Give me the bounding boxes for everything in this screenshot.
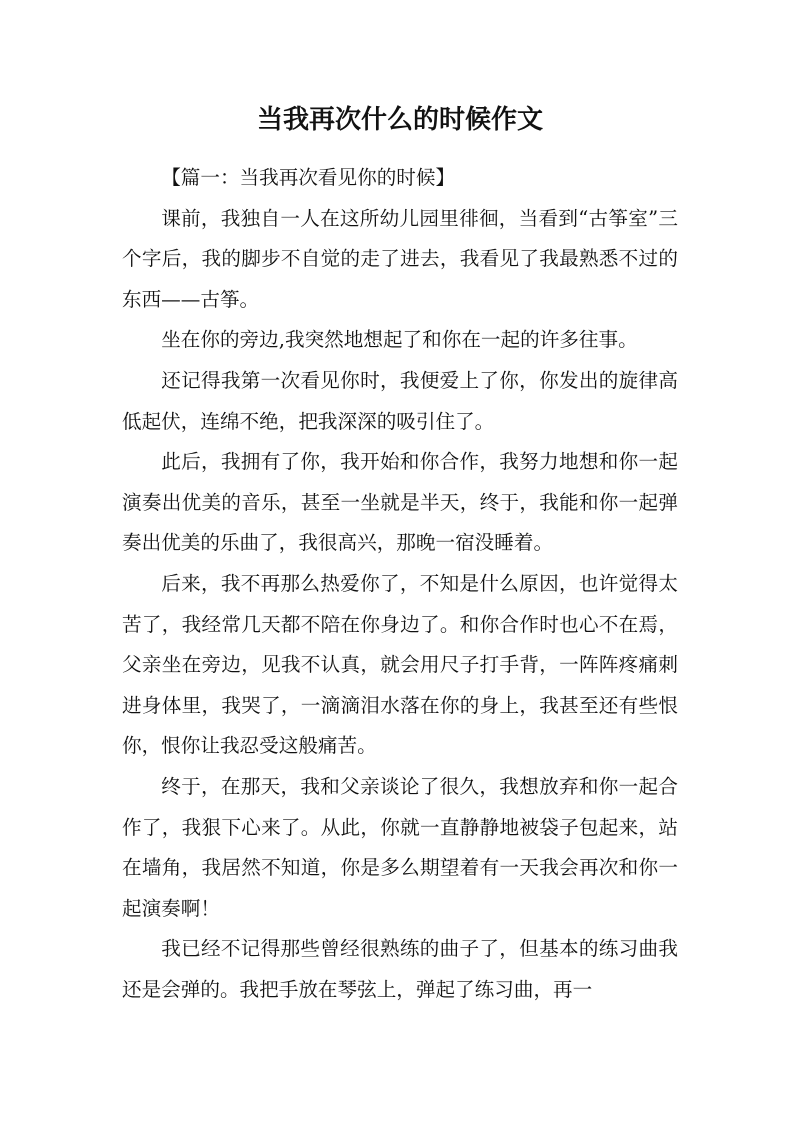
section-heading: 【篇一：当我再次看见你的时候】 <box>161 166 456 189</box>
paragraph-7: 我已经不记得那些曾经很熟练的曲子了，但基本的练习曲我还是会弹的。我把手放在琴弦上，弹起了练习曲，再一 <box>122 937 678 1001</box>
paragraph-4: 此后，我拥有了你，我开始和你合作，我努力地想和你一起演奏出优美的音乐，甚至一坐就是半天，终于，我能和你一起弹奏出优美的乐曲了，我很高兴，那晚一宿没睡着。 <box>122 450 678 555</box>
paragraph-1: 课前，我独自一人在这所幼儿园里徘徊，当看到“古筝室”三个字后，我的脚步不自觉的走了进去，我看见了我最熟悉不过的东西——古筝。 <box>122 206 678 311</box>
paragraph-6: 终于，在那天，我和父亲谈论了很久，我想放弃和你一起合作了，我狠下心来了。从此，你就一直静静地被袋子包起来，站在墙角，我居然不知道，你是多么期望着有一天我会再次和你一起演奏啊！ <box>122 774 678 920</box>
paragraph-5: 后来，我不再那么热爱你了，不知是什么原因，也许觉得太苦了，我经常几天都不陪在你身边了。和你合作时也心不在焉，父亲坐在旁边，见我不认真，就会用尺子打手背，一阵阵疼痛刺进身体里，我哭了，一滴滴泪水落在你的身上，我甚至还有些恨你，恨你让我忍受这般痛苦。 <box>122 571 678 758</box>
paragraph-3: 还记得我第一次看见你时，我便爱上了你，你发出的旋律高低起伏，连绵不绝，把我深深的吸引住了。 <box>122 368 678 433</box>
page-title: 当我再次什么的时候作文 <box>256 105 543 135</box>
essay-body <box>122 158 678 1010</box>
paragraph-2: 坐在你的旁边,我突然地想起了和你在一起的许多往事。 <box>161 328 638 352</box>
